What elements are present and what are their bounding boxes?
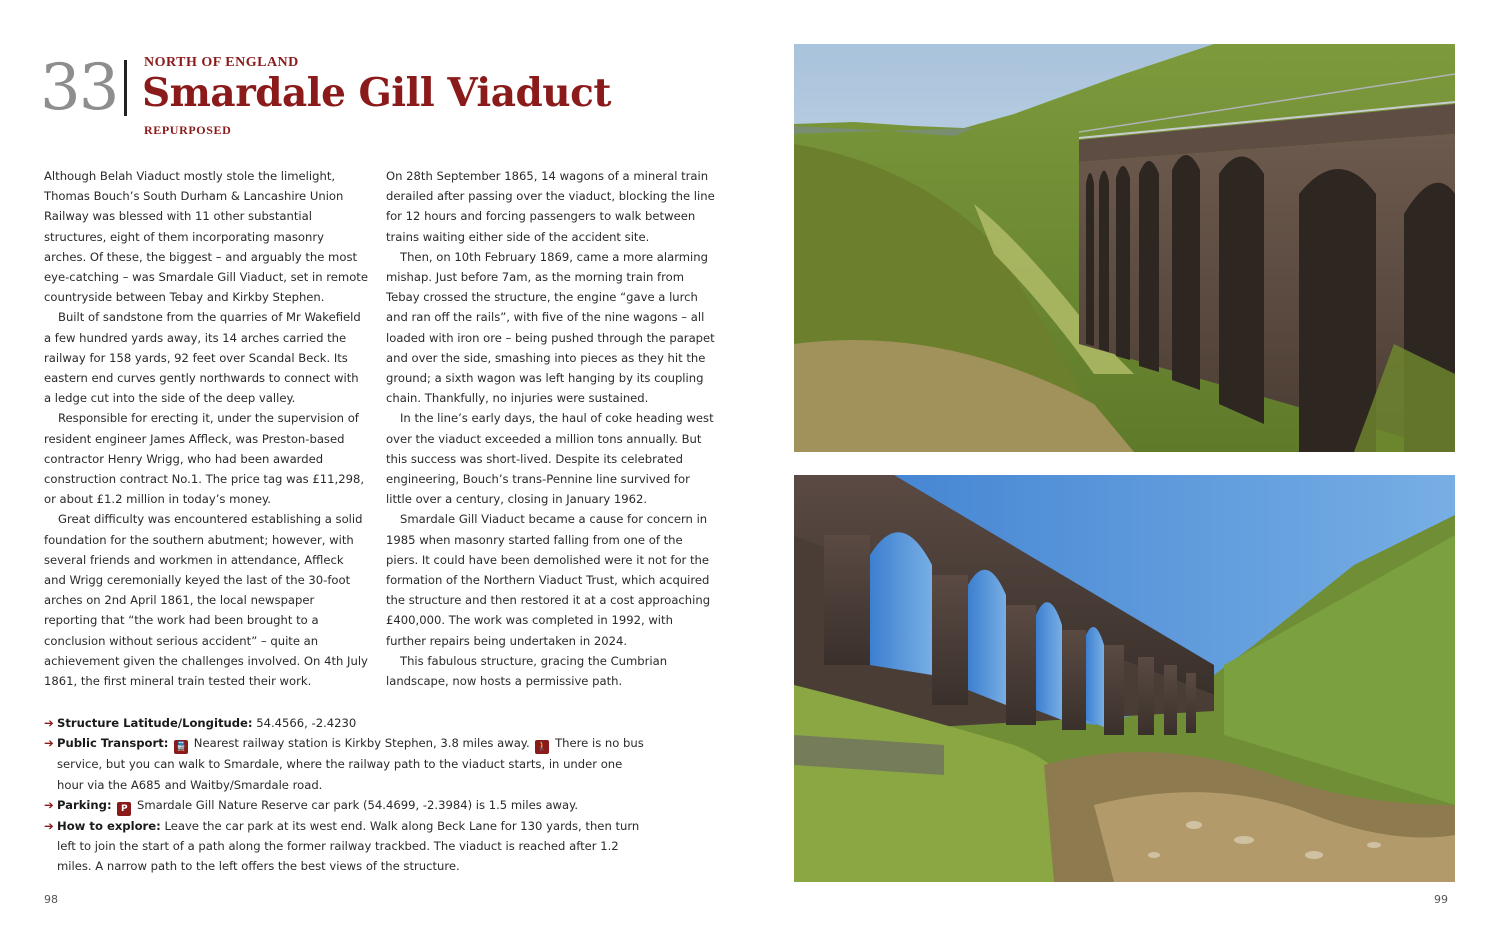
paragraph: Although Belah Viaduct mostly stole the limelight, Thomas Bouch’s South Durham & Lancashire Union Railway was blessed with 11 other substantial structures, eight of them incorporating masonry arches. Of these, the biggest – and arguably the most eye-catching – was Smardale Gill Viaduct, set in remote countryside between Tebay and Kirkby Stephen. xyxy=(44,169,368,305)
info-parking xyxy=(44,795,644,816)
region-label: NORTH OF ENGLAND xyxy=(144,55,299,70)
info-label: Parking: xyxy=(57,797,112,812)
info-label: Structure Latitude/Longitude: xyxy=(57,716,253,730)
paragraph: Then, on 10th February 1869, came a more alarming mishap. Just before 7am, as the morning train from Tebay crossed the structure, the engine “gave a lurch and ran off the rails”, with five of the nine wagons – all loaded with iron ore – being pushed through the parapet and over the side, smashing into pieces as they hit the ground; a sixth wagon was left hanging by its coupling chain. Thankfully, no injuries were sustained. xyxy=(386,249,715,406)
info-explore xyxy=(44,816,644,877)
train-icon: 🚆 xyxy=(175,742,187,753)
arrow-icon: ➔ xyxy=(44,818,54,833)
body-column-left xyxy=(44,166,369,691)
page-number-right: 99 xyxy=(1434,893,1448,906)
title-divider xyxy=(124,60,127,116)
info-value: There is no bus service, but you can walk to Smardale, where the railway path to the viaduct starts, in under one hour via the A685 and Waitby/Smardale road. xyxy=(57,736,644,792)
body-column-right xyxy=(386,166,716,691)
visitor-info xyxy=(44,713,644,877)
viaduct-side-view-photo xyxy=(794,44,1455,452)
paragraph: Smardale Gill Viaduct became a cause for concern in 1985 when masonry started falling from one of the piers. It could have been demolished were it not for the formation of the Northern Viaduct Trust, which acquired the structure and then restored it at a cost approaching £400,000. The work was completed in 1992, with further repairs being undertaken in 2024. xyxy=(386,512,711,648)
info-value: Smardale Gill Nature Reserve car park (54.4699, -2.3984) is 1.5 miles away. xyxy=(136,797,579,812)
paragraph: In the line’s early days, the haul of coke heading west over the viaduct exceeded a million tons annually. But this success was short-lived. Despite its celebrated engineering, Bouch’s trans-Pennine line survived for little over a century, closing in January 1962. xyxy=(386,411,714,507)
info-latlong xyxy=(44,713,644,733)
arrow-icon: ➔ xyxy=(44,736,54,751)
info-value: Leave the car park at its west end. Walk along Beck Lane for 130 yards, then turn left to join the start of a path along the former railway trackbed. The viaduct is reached after 1.2 miles. A narrow path to the left offers the best views of the structure. xyxy=(57,818,640,874)
paragraph: On 28th September 1865, 14 wagons of a mineral train derailed after passing over the viaduct, blocking the line for 12 hours and forcing passengers to walk between trains waiting either side of the accident site. xyxy=(386,169,715,244)
parking-icon: P xyxy=(117,802,131,816)
category-label: REPURPOSED xyxy=(144,123,232,137)
info-label: How to explore: xyxy=(57,818,161,833)
paragraph: Great difficulty was encountered establishing a solid foundation for the southern abutment; however, with several friends and workmen in attendance, Affleck and Wrigg ceremonially keyed the last of the 30-foot arches on 2nd April 1861, the local newspaper reporting that “the work had been brought to a conclusion without serious accident” – quite an achievement given the challenges involved. On 4th July 1861, the first mineral train tested their work. xyxy=(44,512,368,689)
page-title: Smardale Gill Viaduct xyxy=(142,70,611,116)
entry-number: 33 xyxy=(40,51,118,125)
right-page xyxy=(750,0,1500,927)
paragraph: This fabulous structure, gracing the Cumbrian landscape, now hosts a permissive path. xyxy=(386,653,668,689)
info-value: 54.4566, -2.4230 xyxy=(256,716,357,730)
page-number-left: 98 xyxy=(44,893,58,906)
paragraph: Built of sandstone from the quarries of Mr Wakefield a few hundred yards away, its 14 arches carried the railway for 158 yards, 92 feet over Scandal Beck. Its eastern end curves gently northwards to connect with a ledge cut into the side of the deep valley. xyxy=(44,310,361,406)
viaduct-from-beck-photo xyxy=(794,475,1455,882)
arrow-icon: ➔ xyxy=(44,797,54,812)
walker-icon: 🚶 xyxy=(536,742,548,753)
paragraph: Responsible for erecting it, under the supervision of resident engineer James Affleck, was Preston-based contractor Henry Wrigg, who had been awarded construction contract No.1. The price tag was £11,298, or about £1.2 million in today’s money. xyxy=(44,411,365,507)
info-transport xyxy=(44,733,644,795)
arrow-icon: ➔ xyxy=(44,716,54,730)
info-label: Public Transport: xyxy=(57,736,169,751)
info-value: Nearest railway station is Kirkby Stephen, 3.8 miles away. xyxy=(193,736,530,751)
